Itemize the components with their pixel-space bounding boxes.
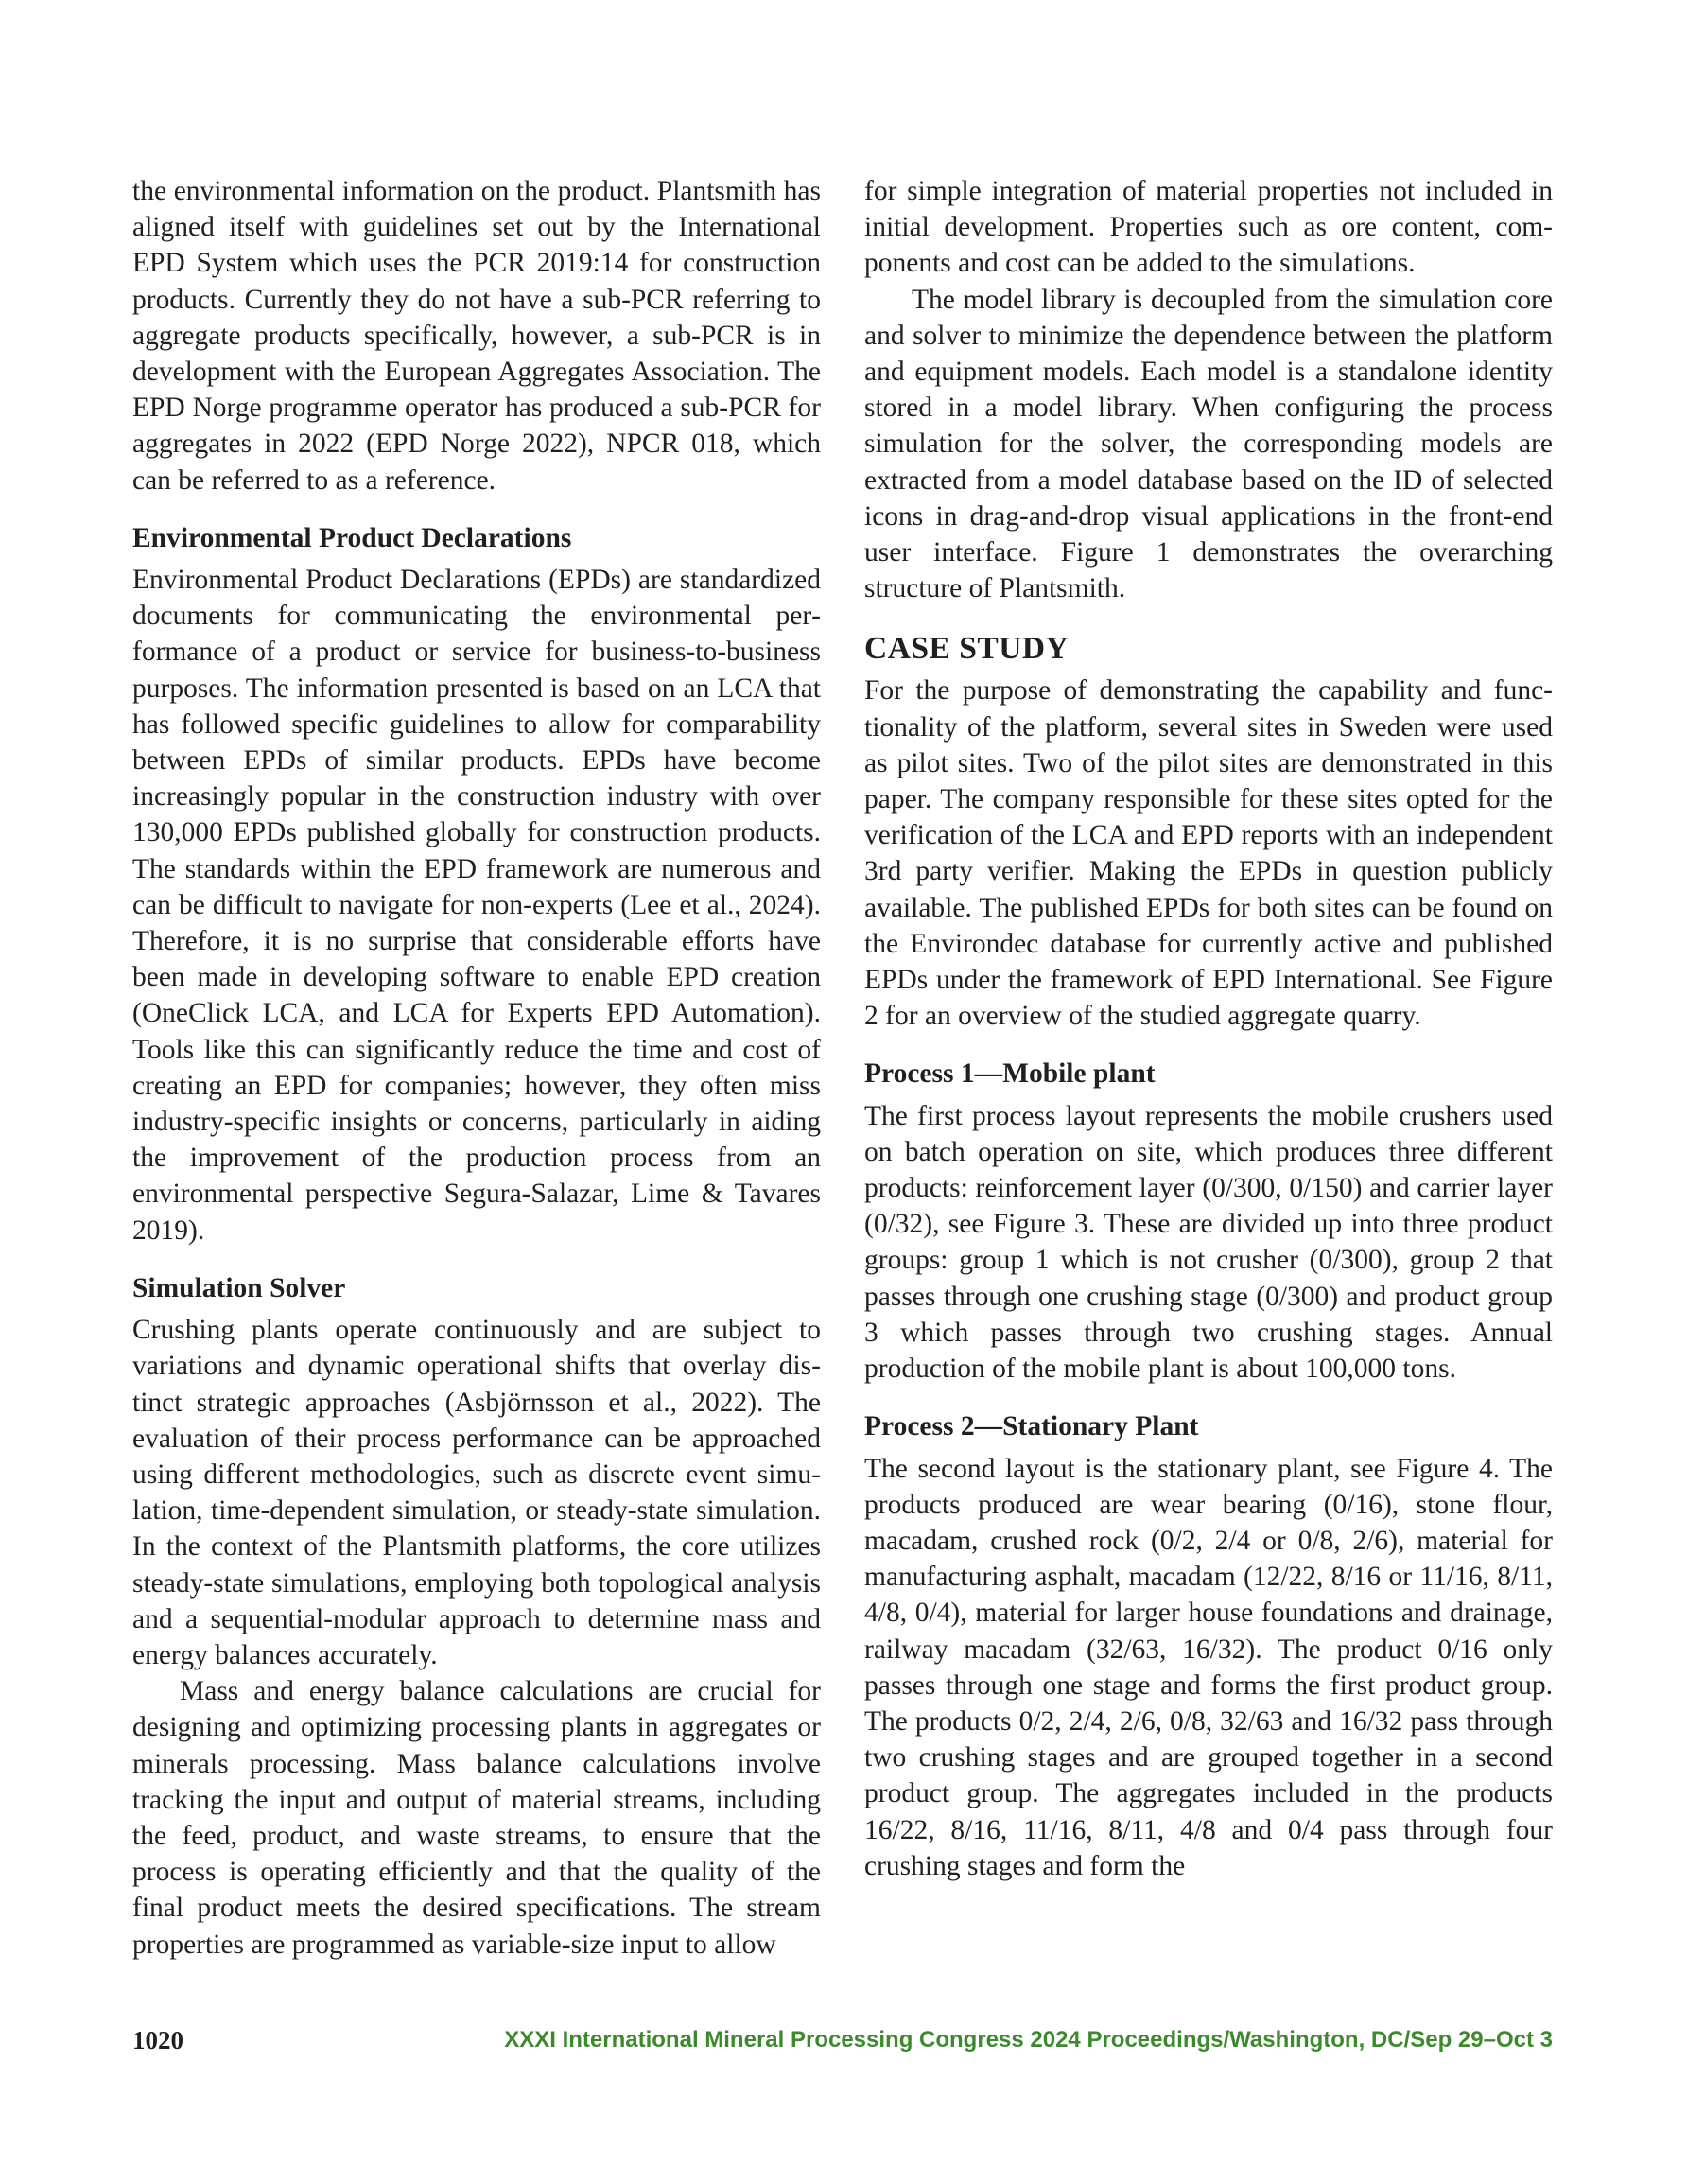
right-column: [864, 173, 1553, 1884]
paragraph-mobile-plant: The first process layout represents the mobile crushers used on batch operation on site, which produces three different products: reinforcement layer (0/300, 0/150) and carrier layer (0/32), see Figure 3. These are divided up into three product groups: group 1 which is not crusher (0/300), group 2 that passes through one crushing stage (0/300) and product group 3 which passes through two crushing stages. Annual production of the mobile plant is about 100,000 tons.: [864, 1100, 1553, 1385]
heading-case-study: CASE STUDY: [864, 631, 1070, 667]
page-footer: [132, 2023, 1553, 2057]
paragraph-material-properties: for simple integration of material properties not included in initial development. Properties such as ore content, components and cost can be added to the simulations.: [864, 176, 1553, 279]
heading-process-2-stationary-plant: Process 2—Stationary Plant: [864, 1411, 1199, 1442]
heading-environmental-product-declarations: Environmental Product Declarations: [132, 522, 572, 553]
heading-simulation-solver: Simulation Solver: [132, 1272, 346, 1303]
heading-process-1-mobile-plant: Process 1—Mobile plant: [864, 1058, 1156, 1090]
running-footer-title: XXXI International Mineral Processing Congress 2024 Proceedings/Washington, DC/Sep 29–Oct 3: [504, 2027, 1553, 2053]
paragraph-pilot-sites: For the purpose of demonstrating the capability and functionality of the platform, several sites in Sweden were used as pilot sites. Two of the pilot sites are demonstrated in this paper. The company responsible for these sites opted for the verification of the LCA and EPD reports with an independent 3rd party verifier. Making the EPDs in question publicly available. The published EPDs for both sites can be found on the Environdec database for currently active and published EPDs under the framework of EPD International. See Figure 2 for an overview of the studied aggregate quarry.: [864, 675, 1553, 1032]
paragraph-epd-system: the environmental information on the product. Plantsmith has aligned itself with guidelines set out by the International EPD System which uses the PCR 2019:14 for construction products. Currently they do not have a sub-PCR referring to aggregate products specifically, however, a sub-PCR is in development with the European Aggregates Association. The EPD Norge programme operator has produced a sub-PCR for aggregates in 2022 (EPD Norge 2022), NPCR 018, which can be referred to as a reference.: [132, 176, 821, 496]
paragraph-mass-energy-balance: Mass and energy balance calculations are crucial for designing and optimizing processing plants in aggregates or minerals processing. Mass balance calculations involve tracking the input and output of material streams, including the feed, product, and waste streams, to ensure that the process is operating efficiently and that the quality of the final product meets the desired specifications. The stream properties are programmed as variable-size input to allow: [132, 1676, 821, 1960]
paragraph-crushing-plants: Crushing plants operate continuously and are subject to variations and dynamic operational shifts that overlay distinct strategic approaches (Asbjörnsson et al., 2022). The evaluation of their process performance can be approached using different methodologies, such as discrete event simulation, time-dependent simulation, or steady-state simulation. In the context of the Plantsmith platforms, the core utilizes steady-state simulations, employing both topological analysis and a sequential-modular approach to determine mass and energy balances accurately.: [132, 1315, 821, 1670]
paragraph-stationary-plant: The second layout is the stationary plant, see Figure 4. The products produced are wear bearing (0/16), stone flour, macadam, crushed rock (0/2, 2/4 or 0/8, 2/6), material for manufacturing asphalt, macadam (12/22, 8/16 or 11/16, 8/11, 4/8, 0/4), material for larger house foundations and drainage, railway macadam (32/63, 16/32). The product 0/16 only passes through one stage and forms the first product group. The products 0/2, 2/4, 2/6, 0/8, 32/63 and 16/32 pass through two crushing stages and are grouped together in a second product group. The aggregates included in the products 16/22, 8/16, 11/16, 8/11, 4/8 and 0/4 pass through four crushing stages and form the: [864, 1453, 1553, 1881]
left-column: [132, 173, 821, 1963]
paragraph-epd-overview: Environmental Product Declarations (EPDs) are standardized documents for communicating the environmental performance of a product or service for business-to-business purposes. The information presented is based on an LCA that has followed specific guidelines to allow for comparability between EPDs of similar products. EPDs have become increasingly popular in the construction industry with over 130,000 EPDs published globally for construction products. The standards within the EPD framework are numerous and can be difficult to navigate for non-experts (Lee et al., 2024). Therefore, it is no surprise that considerable efforts have been made in developing software to enable EPD creation (OneClick LCA, and LCA for Experts EPD Automation). Tools like this can significantly reduce the time and cost of creating an EPD for companies; however, they often miss industry-specific insights or concerns, particularly in aiding the improvement of the production process from an environmental perspective Segura-Salazar, Lime & Tavares 2019).: [132, 565, 821, 1246]
page-number: 1020: [132, 2026, 183, 2054]
paragraph-model-library: The model library is decoupled from the simulation core and solver to minimize the dependence between the platform and equipment models. Each model is a standalone identity stored in a model library. When configuring the process simulation for the solver, the corresponding models are extracted from a model database based on the ID of selected icons in drag-and-drop visual applications in the front-end user interface. Figure 1 demonstrates the overarching structure of Plantsmith.: [864, 284, 1553, 604]
